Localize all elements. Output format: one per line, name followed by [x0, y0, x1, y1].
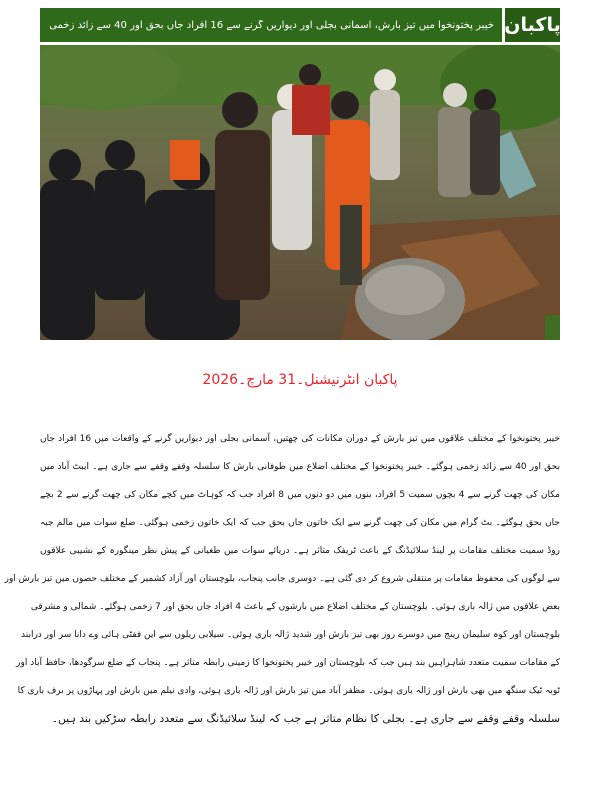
article-line: بعض علاقوں میں ژالہ باری ہوئی۔ بلوچستان کے مختلف اضلاع میں بارشوں کے باعث 4 افراد جاں بحق اور 7 زخمی ہوگئے۔ شمالی و مشرقی	[30, 602, 560, 612]
article-line: سے لوگوں کی محفوظ مقامات پر منتقلی شروع کر دی گئی ہے۔ دوسری جانب پنجاب، بلوچستان اور آزاد کشمیر کے مختلف حصوں میں تیز بارش اور	[4, 574, 560, 584]
news-photo	[40, 45, 560, 340]
article-line: جاں بحق ہوگئے۔ بٹ گرام میں مکان کی چھت گرنے سے ایک خاتون جاں بحق جب کہ ایک خاتون زخمی ہوگئی۔ ضلع سوات میں مالم جبہ	[40, 518, 560, 528]
article-body	[4, 425, 560, 733]
rescue-scene-image	[40, 45, 560, 340]
article-line: روڈ سمیت مختلف مقامات پر لینڈ سلائیڈنگ کے باعث ٹریفک متاثر ہے۔ دریائے سوات میں طغیانی کے پیش نظر مینگورہ کے نشیبی علاقوں	[40, 546, 560, 556]
article-line: سلسلہ وقفے وقفے سے جاری ہے۔ بجلی کا نظام متاثر ہے جب کہ لینڈ سلائیڈنگ سے متعدد رابطہ سڑکیں بند ہیں۔	[51, 712, 560, 725]
article-line: کے مقامات سمیت متعدد شاہراہیں بند ہیں جب کہ بلوچستان اور خیبر پختونخوا کا زمینی رابطہ متاثر ہے۔ پنجاب کے ضلع سرگودھا، حافظ آباد اور	[16, 658, 560, 668]
dateline: پاکبان انٹرنیشنل۔31 مارچ۔2026	[202, 372, 398, 388]
article-line: مکان کی چھت گرنے سے 4 بچوں سمیت 5 افراد، بنوں میں دو دنوں میں 8 افراد جب کہ کوہاٹ میں کچے مکان کی چھت گرنے سے 2 بچے	[40, 490, 560, 500]
article-line: بلوچستان اور کوہ سلیمان رینج میں دوسرے روز بھی تیز بارش اور شدید ژالہ باری ہوئی۔ سیلابی ریلوں سے این ففٹی ہائی وے دانا سر اور درابند	[21, 630, 560, 640]
headline-banner	[40, 8, 560, 42]
article-line: بحق اور 40 سے زائد زخمی ہوگئے۔ خیبر پختونخوا کے مختلف اضلاع میں طوفانی بارش کا سلسلہ وقفے وقفے سے جاری ہے۔ ایبٹ آباد میں	[40, 462, 560, 472]
headline-text: خیبر پختونخوا میں تیز بارش، آسمانی بجلی اور دیواریں گرنے سے 16 افراد جاں بحق اور 40 سے زائد زخمی	[49, 19, 494, 31]
article-line: خیبر پختونخوا کے مختلف علاقوں میں تیز بارش کے دوران مکانات کی چھتیں، آسمانی بجلی اور دیواریں گرنے کے واقعات میں 16 افراد جاں	[40, 434, 560, 444]
brand-label: پاکبان	[502, 8, 560, 42]
article-line: ٹوبہ ٹیک سنگھ میں بھی بارش اور ژالہ باری ہوئی۔ مظفر آباد میں تیز بارش اور ژالہ باری ہوئی، وادی نیلم میں بارش اور پہاڑوں پر برف باری کا	[17, 686, 560, 696]
